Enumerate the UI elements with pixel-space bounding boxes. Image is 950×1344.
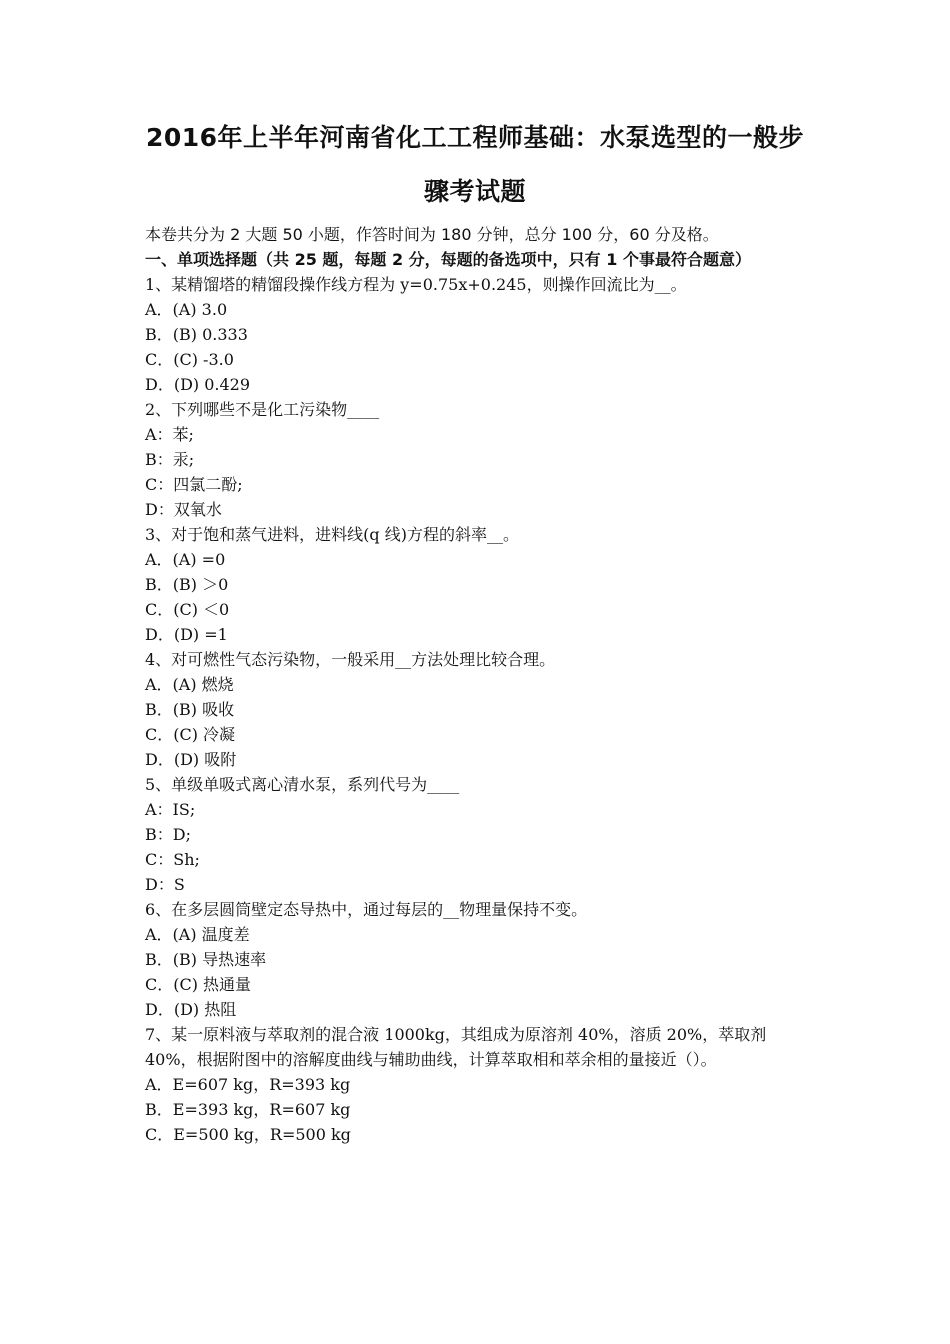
question-text: 3、对于饱和蒸气进料，进料线(q 线)方程的斜率__。 [145, 525, 519, 544]
question-7 [145, 1022, 815, 1147]
option-b: B．(B) ＞0 [145, 575, 229, 594]
document-title-line1: 2016年上半年河南省化工工程师基础：水泵选型的一般步 [145, 123, 805, 152]
question-text: 2、下列哪些不是化工污染物____ [145, 400, 380, 419]
question-1 [145, 272, 815, 397]
option-a: A．(A) 燃烧 [145, 675, 234, 694]
question-text: 5、单级单吸式离心清水泵，系列代号为____ [145, 775, 460, 794]
document-body [145, 222, 815, 1147]
option-a: A．(A) 3.0 [145, 300, 228, 319]
option-b: B．(B) 吸收 [145, 700, 235, 719]
option-b: B．(B) 0.333 [145, 325, 248, 344]
option-b: B：汞; [145, 450, 195, 469]
question-6 [145, 897, 815, 1022]
option-a: A．E=607 kg，R=393 kg [145, 1075, 351, 1094]
option-a: A．(A) =0 [145, 550, 226, 569]
option-a: A：IS; [145, 800, 196, 819]
question-text: 4、对可燃性气态污染物，一般采用__方法处理比较合理。 [145, 650, 556, 669]
option-c: C．(C) 热通量 [145, 975, 252, 994]
question-text: 7、某一原料液与萃取剂的混合液 1000kg，其组成为原溶剂 40%，溶质 20%，萃取剂 40%，根据附图中的溶解度曲线与辅助曲线，计算萃取相和萃余相的量接近（）。 [145, 1025, 767, 1069]
option-c: C．(C) ＜0 [145, 600, 230, 619]
option-a: A：苯; [145, 425, 194, 444]
document-title-line2: 骤考试题 [423, 177, 526, 206]
option-d: D．(D) 热阻 [145, 1000, 237, 1019]
option-d: D．(D) 0.429 [145, 375, 251, 394]
option-a: A．(A) 温度差 [145, 925, 250, 944]
option-c: C．(C) -3.0 [145, 350, 234, 369]
option-c: C．(C) 冷凝 [145, 725, 236, 744]
section-heading: 一、单项选择题（共 25 题，每题 2 分，每题的备选项中，只有 1 个事最符合题意） [145, 250, 751, 269]
option-b: B．(B) 导热速率 [145, 950, 267, 969]
option-d: D：S [145, 875, 185, 894]
question-2 [145, 397, 815, 522]
option-b: B：D; [145, 825, 191, 844]
question-3 [145, 522, 815, 647]
option-d: D．(D) 吸附 [145, 750, 237, 769]
option-c: C．E=500 kg，R=500 kg [145, 1125, 351, 1144]
option-d: D：双氧水 [145, 500, 222, 519]
question-text: 6、在多层圆筒壁定态导热中，通过每层的__物理量保持不变。 [145, 900, 588, 919]
option-c: C：Sh; [145, 850, 200, 869]
question-4 [145, 647, 815, 772]
exam-intro: 本卷共分为 2 大题 50 小题，作答时间为 180 分钟，总分 100 分，60 分及格。 [145, 225, 719, 244]
option-c: C：四氯二酚; [145, 475, 243, 494]
question-text: 1、某精馏塔的精馏段操作线方程为 y=0.75x+0.245，则操作回流比为__。 [145, 275, 687, 294]
question-5 [145, 772, 815, 897]
option-b: B．E=393 kg，R=607 kg [145, 1100, 351, 1119]
option-d: D．(D) =1 [145, 625, 228, 644]
